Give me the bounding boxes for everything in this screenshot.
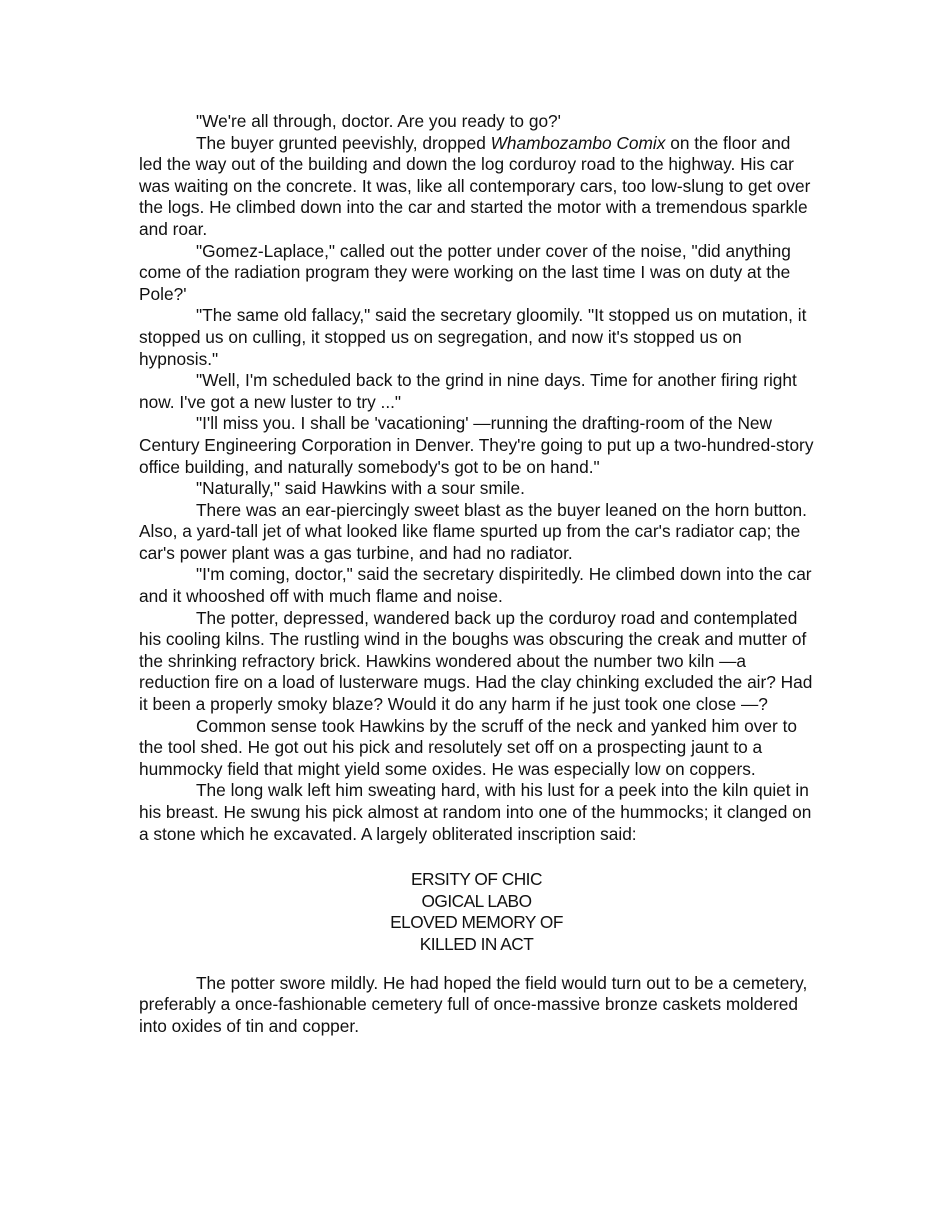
paragraph-11: Common sense took Hawkins by the scruff of the neck and yanked him over to the tool shed. He got out his pick and resolutely set off on a prospecting jaunt to a hummocky field that might yield some oxides. He was especially low on coppers. bbox=[139, 715, 797, 779]
paragraph-3: "Gomez-Laplace," called out the potter under cover of the noise, "did anything come of the radiation program they were working on the last time I was on duty at the Pole?' bbox=[139, 240, 791, 304]
paragraph-8: There was an ear-piercingly sweet blast as the buyer leaned on the horn button. Also, a yard-tall jet of what looked like flame spurted up from the car's radiator cap; the car's power plant was a gas turbine, and had no radiator. bbox=[139, 499, 807, 563]
document-page bbox=[139, 111, 814, 1037]
paragraph-12: The long walk left him sweating hard, with his lust for a peek into the kiln quiet in his breast. He swung his pick almost at random into one of the hummocks; it clanged on a stone which he excavated. A largely obliterated inscription said: bbox=[139, 780, 812, 844]
paragraph-1: "We're all through, doctor. Are you ready to go?' bbox=[196, 111, 561, 131]
paragraph-2-end: on the floor and led the way out of the building and down the log corduroy road to the highway. His car was waiting on the concrete. It was, like all contemporary cars, too low-slung to get over the logs. He climbed down into the car and started the motor with a tremendous sparkle and roar. bbox=[139, 132, 811, 239]
paragraph-6: "I'll miss you. I shall be 'vacationing' —running the drafting-room of the New Century Engineering Corporation in Denver. They're going to put up a two-hundred-story office building, and naturally somebody's got to be on hand." bbox=[139, 413, 814, 477]
stone-inscription bbox=[139, 869, 814, 955]
paragraph-9: "I'm coming, doctor," said the secretary dispiritedly. He climbed down into the car and it whooshed off with much flame and noise. bbox=[139, 564, 812, 607]
paragraph-2 bbox=[139, 133, 814, 241]
comic-title: Whambozambo Comix bbox=[490, 132, 666, 153]
paragraph-7: "Naturally," said Hawkins with a sour smile. bbox=[196, 478, 525, 499]
closing-paragraph: The potter swore mildly. He had hoped the field would turn out to be a cemetery, preferably a once-fashionable cemetery full of once-massive bronze caskets moldered into oxides of tin and copper. bbox=[139, 972, 808, 1036]
paragraph-4: "The same old fallacy," said the secretary gloomily. "It stopped us on mutation, it stopped us on culling, it stopped us on segregation, and now it's stopped us on hypnosis." bbox=[139, 305, 807, 369]
paragraph-10: The potter, depressed, wandered back up the corduroy road and contemplated his cooling kilns. The rustling wind in the boughs was obscuring the creak and mutter of the shrinking refractory brick. Hawkins wondered about the number two kiln —a reduction fire on a load of lusterware mugs. Had the clay chinking excluded the air? Had it been a properly smoky blaze? Would it do any harm if he just took one close —? bbox=[139, 607, 813, 715]
inscription-line-2: OGICAL LABO bbox=[421, 890, 532, 911]
inscription-line-3: ELOVED MEMORY OF bbox=[390, 912, 563, 933]
inscription-line-1: ERSITY OF CHIC bbox=[411, 869, 542, 890]
paragraph-2-start: The buyer grunted peevishly, dropped bbox=[196, 132, 491, 153]
paragraph-5: "Well, I'm scheduled back to the grind in nine days. Time for another firing right now. I've got a new luster to try ..." bbox=[139, 370, 797, 412]
inscription-line-4: KILLED IN ACT bbox=[419, 933, 534, 954]
